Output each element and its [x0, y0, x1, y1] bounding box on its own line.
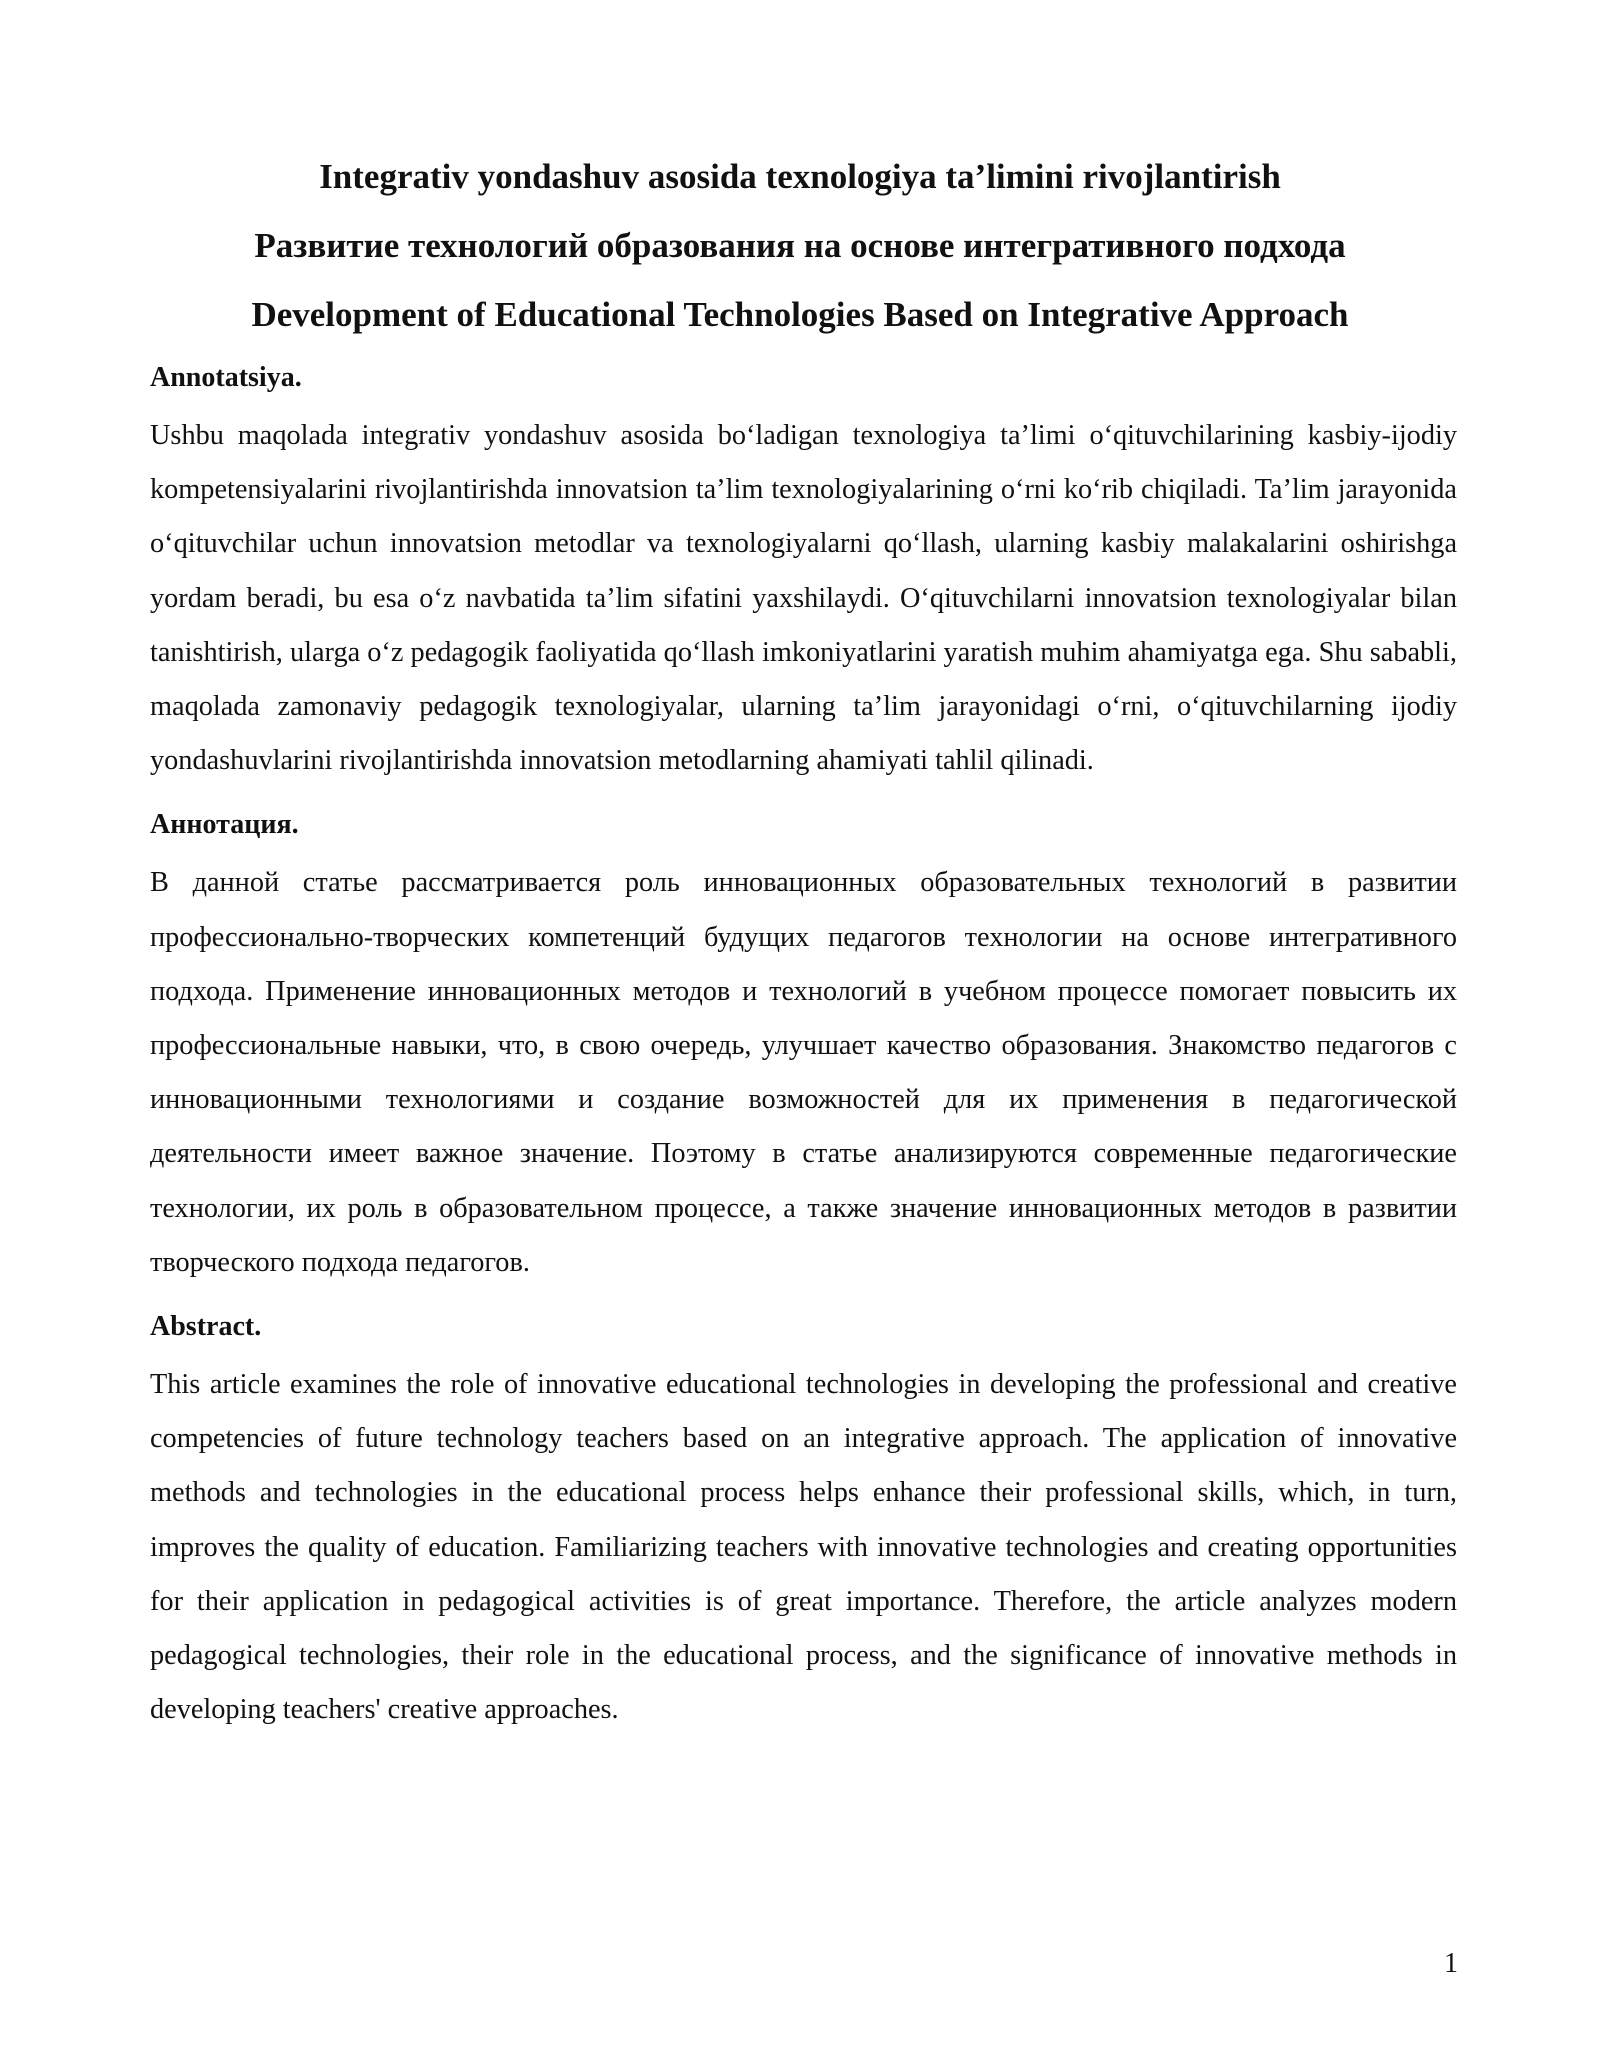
section-body-annotatsiya-russian: В данной статье рассматривается роль инновационных образовательных технологий в развитии профессионально-творческих компетенций будущих педагогов технологии на основе интегративного подхода. Применение инновационных методов и технологий в учебном процессе помогает повысить их профессиональные навыки, что, в свою очередь, улучшает качество образования. Знакомство педагогов с инновационными технологиями и создание возможностей для их применения в педагогической деятельности имеет важное значение. Поэтому в статье анализируются современные педагогические технологии, их роль в образовательном процессе, а также значение инновационных методов в развитии творческого подхода педагогов.	[150, 867, 1457, 1278]
abstracts-content	[150, 347, 1457, 1743]
section-annotatsiya	[150, 347, 1457, 788]
page-number: 1	[1444, 1948, 1458, 1979]
section-body-abstract: This article examines the role of innovative educational technologies in developing the professional and creative competencies of future technology teachers based on an integrative approach. The application of innovative methods and technologies in the educational process helps enhance their professional skills, which, in turn, improves the quality of education. Familiarizing teachers with innovative technologies and creating opportunities for their application in pedagogical activities is of great importance. Therefore, the article analyzes modern pedagogical technologies, their role in the educational process, and the significance of innovative methods in developing teachers' creative approaches.	[150, 1369, 1457, 1726]
title-block	[150, 142, 1450, 349]
section-body-annotatsiya: Ushbu maqolada integrativ yondashuv asosida bo‘ladigan texnologiya ta’limi o‘qituvchilarining kasbiy-ijodiy kompetensiyalarini rivojlantirishda innovatsion ta’lim texnologiyalarining o‘rni ko‘rib chiqiladi. Ta’lim jarayonida o‘qituvchilar uchun innovatsion metodlar va texnologiyalarni qo‘llash, ularning kasbiy malakalarini oshirishga yordam beradi, bu esa o‘z navbatida ta’lim sifatini yaxshilaydi. O‘qituvchilarni innovatsion texnologiyalar bilan tanishtirish, ularga o‘z pedagogik faoliyatida qo‘llash imkoniyatlarini yaratish muhim ahamiyatga ega. Shu sababli, maqolada zamonaviy pedagogik texnologiyalar, ularning ta’lim jarayonidagi o‘rni, o‘qituvchilarning ijodiy yondashuvlarini rivojlantirishda innovatsion metodlarning ahamiyati tahlil qilinadi.	[150, 420, 1457, 777]
title-english: Development of Educational Technologies Based on Integrative Approach	[251, 295, 1349, 334]
section-heading-annotatsiya: Annotatsiya.	[150, 362, 302, 393]
section-heading-abstract: Abstract.	[150, 1311, 262, 1343]
section-heading-annotatsiya-russian: Аннотация.	[150, 809, 299, 841]
title-russian: Развитие технологий образования на основе интегративного подхода	[254, 226, 1346, 265]
section-annotatsiya-russian	[150, 794, 1457, 1290]
title-uzbek: Integrativ yondashuv asosida texnologiya ta’limini rivojlantirish	[319, 157, 1281, 196]
section-abstract	[150, 1296, 1457, 1737]
